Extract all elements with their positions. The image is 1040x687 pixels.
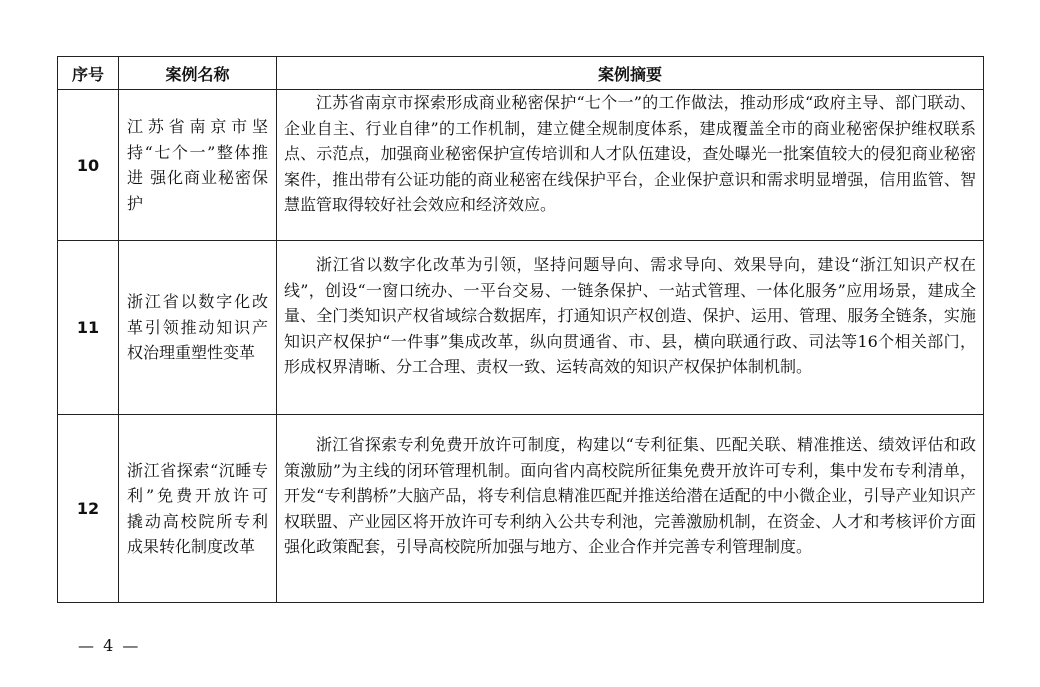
table-row bbox=[58, 90, 984, 241]
header-name: 案例名称 bbox=[119, 57, 277, 90]
case-summary: 浙江省探索专利免费开放许可制度，构建以“专利征集、匹配关联、精准推送、绩效评估和政策激励”为主线的闭环管理机制。面向省内高校院所征集免费开放许可专利，集中发布专利清单，开发“专利鹊桥”大脑产品，将专利信息精准匹配并推送给潜在适配的中小微企业，引导产业知识产权联盟、产业园区将开放许可专利纳入公共专利池，完善激励机制，在资金、人才和考核评价方面强化政策配套，引导高校院所加强与地方、企业合作并完善专利管理制度。 bbox=[277, 415, 984, 603]
case-name: 江苏省南京市坚持“七个一”整体推进 强化商业秘密保护 bbox=[119, 90, 277, 241]
case-number: 11 bbox=[58, 241, 119, 415]
case-number: 12 bbox=[58, 415, 119, 603]
case-summary: 江苏省南京市探索形成商业秘密保护“七个一”的工作做法，推动形成“政府主导、部门联动、企业自主、行业自律”的工作机制，建立健全规制度体系，建成覆盖全市的商业秘密保护维权联系点、示范点，加强商业秘密保护宣传培训和人才队伍建设，查处曝光一批案值较大的侵犯商业秘密案件，推出带有公证功能的商业秘密在线保护平台，企业保护意识和需求明显增强，信用监管、智慧监管取得较好社会效应和经济效应。 bbox=[277, 90, 984, 241]
table-row bbox=[58, 241, 984, 415]
case-summary: 浙江省以数字化改革为引领，坚持问题导向、需求导向、效果导向，建设“浙江知识产权在线”，创设“一窗口统办、一平台交易、一链条保护、一站式管理、一体化服务”应用场景，建成全量、全门类知识产权省域综合数据库，打通知识产权创造、保护、运用、管理、服务全链条，实施知识产权保护“一件事”集成改革，纵向贯通省、市、县，横向联通行政、司法等16个相关部门，形成权界清晰、分工合理、责权一致、运转高效的知识产权保护体制机制。 bbox=[277, 241, 984, 415]
header-number: 序号 bbox=[58, 57, 119, 90]
case-name: 浙江省以数字化改革引领推动知识产权治理重塑性变革 bbox=[119, 241, 277, 415]
header-summary: 案例摘要 bbox=[277, 57, 984, 90]
case-table bbox=[57, 56, 984, 603]
table-row bbox=[58, 415, 984, 603]
page-number: — 4 — bbox=[78, 636, 141, 655]
case-name: 浙江省探索“沉睡专利”免费开放许可 撬动高校院所专利成果转化制度改革 bbox=[119, 415, 277, 603]
case-number: 10 bbox=[58, 90, 119, 241]
table-header-row bbox=[58, 57, 984, 90]
